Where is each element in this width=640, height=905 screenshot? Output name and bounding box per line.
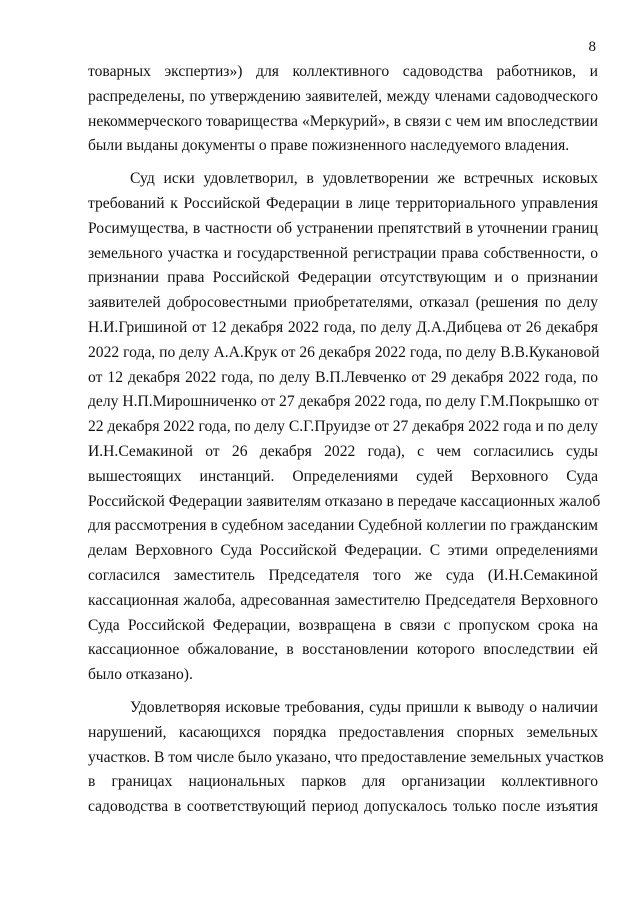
text-line: Удовлетворяя исковые требования, суды пришли к выводу о наличии [130,698,598,716]
text-line: от 12 декабря 2022 года, по делу В.П.Левченко от 29 декабря 2022 года, по [88,368,598,386]
text-line: признании права Российской Федерации отсутствующим и о признании [88,269,598,287]
text-line: Суд иски удовлетворил, в удовлетворении же встречных исковых [130,170,598,188]
paragraph [88,696,604,820]
text-line: земельного участка и государственной регистрации права собственности, о [88,244,598,262]
text-line: Суда Российской Федерации, возвращена в связи с пропуском срока на [88,616,598,634]
text-line: согласился заместитель Председателя того же суда (И.Н.Семакиной [88,566,598,584]
paragraph [88,167,601,688]
text-line: делам Верховного Суда Российской Федерации. С этими определениями [88,542,598,560]
page-number: 8 [588,39,596,55]
text-line: вышестоящих инстанций. Определениями судей Верховного Суда [88,467,598,485]
text-line: Российской Федерации заявителям отказано в передаче кассационных жалоб [88,492,601,510]
text-line: в границах национальных парков для организации коллективного [88,773,598,791]
text-line: товарных экспертиз») для коллективного садоводства работников, и [88,63,598,80]
text-line: были выданы документы о праве пожизненного наследуемого владения. [88,137,570,155]
text-line: некоммерческого товарищества «Меркурий», в связи с чем им впоследствии [88,112,598,130]
text-line: 2022 года, по делу А.А.Крук от 26 декабря 2022 года, по делу В.В.Кукановой [88,343,600,361]
text-line: нарушений, касающихся порядка предоставления спорных земельных [88,723,598,741]
text-line: было отказано). [88,666,193,684]
text-line: кассационная жалоба, адресованная заместителю Председателя Верховного [88,591,598,609]
text-line: для рассмотрения в судебном заседании Судебной коллегии по гражданским [88,517,598,535]
text-line: Н.И.Гришиной от 12 декабря 2022 года, по делу Д.А.Дибцева от 26 декабря [88,318,598,336]
paragraph [88,60,598,159]
text-line: кассационное обжалование, в восстановлении которого впоследствии ей [88,641,598,659]
text-line: садоводства в соответствующий период допускалось только после изъятия [88,798,598,816]
text-line: делу Н.П.Мирошниченко от 27 декабря 2022 года, по делу Г.М.Покрышко от [88,393,599,411]
document-body [88,60,604,820]
text-line: участков. В том числе было указано, что предоставление земельных участков [88,748,604,766]
text-line: Росимущества, в частности об устранении препятствий в уточнении границ [88,219,598,237]
text-line: заявителей добросовестными приобретателями, отказал (решения по делу [88,294,598,312]
text-line: распределены, по утверждению заявителей, между членами садоводческого [88,87,598,105]
text-line: требований к Российской Федерации в лице территориального управления [88,194,598,212]
text-line: 22 декабря 2022 года, по делу С.Г.Пруидзе от 27 декабря 2022 года и по делу [88,418,599,436]
text-line: И.Н.Семакиной от 26 декабря 2022 года), с чем согласились суды [88,442,598,460]
